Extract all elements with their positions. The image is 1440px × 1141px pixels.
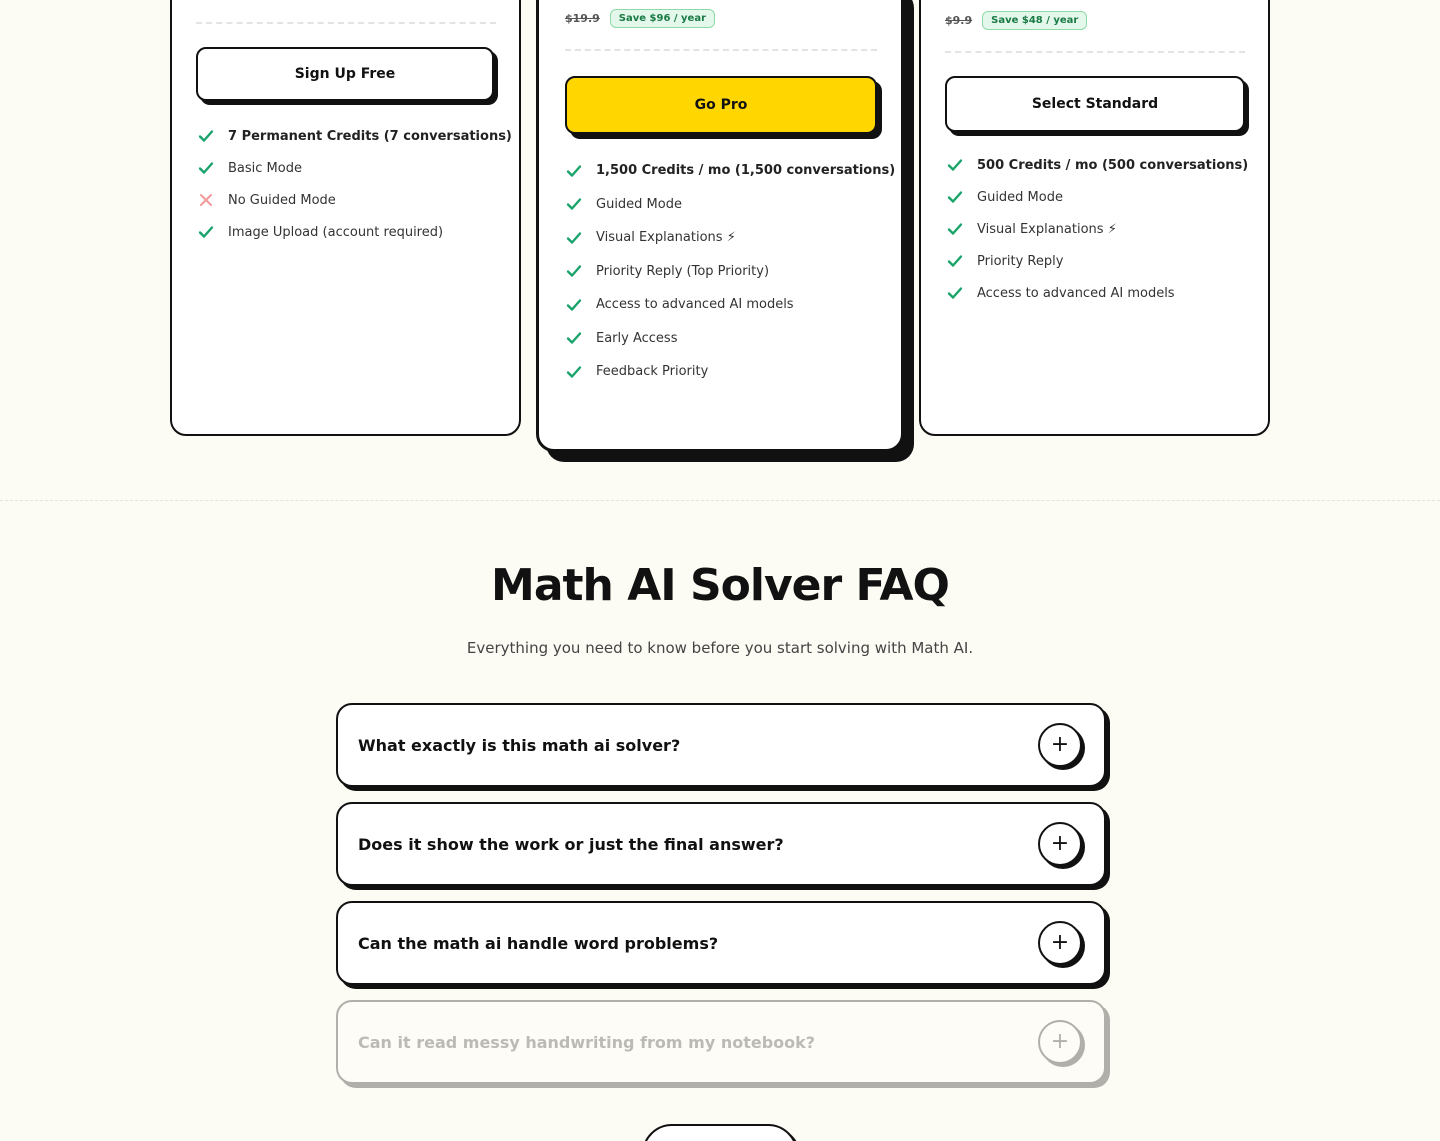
feature-item xyxy=(566,322,895,356)
feature-text: Visual Explanations ⚡ xyxy=(596,230,736,246)
feature-text: Image Upload (account required) xyxy=(228,224,444,240)
faq-item[interactable] xyxy=(336,703,1106,787)
check-icon xyxy=(566,263,582,279)
pro-feature-list xyxy=(566,154,895,389)
feature-item xyxy=(198,216,512,248)
feature-text: Guided Mode xyxy=(977,189,1063,205)
divider xyxy=(945,51,1245,53)
free-plan-card xyxy=(170,0,521,436)
feature-item xyxy=(566,154,895,188)
feature-item xyxy=(566,188,895,222)
faq-item[interactable] xyxy=(336,901,1106,985)
check-icon xyxy=(947,253,963,269)
feature-item xyxy=(947,245,1248,277)
old-price: $9.9 xyxy=(945,14,973,27)
feature-text: No Guided Mode xyxy=(228,192,336,208)
feature-item xyxy=(947,181,1248,213)
feature-text: 7 Permanent Credits (7 conversations) xyxy=(228,128,512,144)
go-pro-button[interactable]: Go Pro xyxy=(565,76,877,134)
divider xyxy=(196,22,496,24)
check-icon xyxy=(566,163,582,179)
show-more-button[interactable] xyxy=(642,1124,798,1141)
check-icon xyxy=(947,189,963,205)
free-feature-list xyxy=(198,120,512,248)
old-price: $19.9 xyxy=(565,12,600,25)
save-badge: Save $48 / year xyxy=(982,11,1087,30)
faq-question: What exactly is this math ai solver? xyxy=(358,735,681,755)
check-icon xyxy=(566,364,582,380)
feature-item xyxy=(566,355,895,389)
plus-icon[interactable]: + xyxy=(1038,822,1082,866)
x-icon xyxy=(198,192,214,208)
check-icon xyxy=(198,224,214,240)
feature-text: Guided Mode xyxy=(596,196,682,212)
check-icon xyxy=(947,221,963,237)
select-standard-button[interactable]: Select Standard xyxy=(945,76,1245,132)
plus-icon[interactable]: + xyxy=(1038,723,1082,767)
faq-question: Can the math ai handle word problems? xyxy=(358,933,719,953)
feature-text: Feedback Priority xyxy=(596,364,709,380)
sign-up-free-button[interactable]: Sign Up Free xyxy=(196,47,494,101)
feature-item xyxy=(566,288,895,322)
faq-title: Math AI Solver FAQ xyxy=(491,560,949,611)
check-icon xyxy=(566,297,582,313)
feature-item xyxy=(198,184,512,216)
feature-text: Access to advanced AI models xyxy=(977,285,1175,301)
feature-item xyxy=(947,213,1248,245)
faq-question: Does it show the work or just the final answer? xyxy=(358,834,784,854)
check-icon xyxy=(947,285,963,301)
plus-icon[interactable]: + xyxy=(1038,921,1082,965)
feature-text: 500 Credits / mo (500 conversations) xyxy=(977,157,1249,173)
faq-item[interactable] xyxy=(336,1000,1106,1084)
faq-subtitle: Everything you need to know before you start solving with Math AI. xyxy=(466,639,974,657)
feature-text: Basic Mode xyxy=(228,160,302,176)
feature-text: Visual Explanations ⚡ xyxy=(977,221,1117,237)
pro-plan-card xyxy=(536,0,904,452)
standard-feature-list xyxy=(947,149,1248,309)
feature-item xyxy=(566,221,895,255)
faq-question: Can it read messy handwriting from my notebook? xyxy=(358,1032,816,1052)
check-icon xyxy=(566,330,582,346)
check-icon xyxy=(198,160,214,176)
feature-item xyxy=(947,149,1248,181)
feature-text: Access to advanced AI models xyxy=(596,297,794,313)
divider xyxy=(565,49,877,51)
check-icon xyxy=(198,128,214,144)
check-icon xyxy=(566,196,582,212)
feature-item xyxy=(198,152,512,184)
faq-item[interactable] xyxy=(336,802,1106,886)
plus-icon[interactable]: + xyxy=(1038,1020,1082,1064)
check-icon xyxy=(947,157,963,173)
standard-plan-card xyxy=(919,0,1270,436)
feature-item xyxy=(566,255,895,289)
pro-price-row xyxy=(565,9,715,28)
feature-item xyxy=(947,277,1248,309)
feature-text: Priority Reply xyxy=(977,253,1064,269)
feature-text: 1,500 Credits / mo (1,500 conversations) xyxy=(596,163,896,179)
save-badge: Save $96 / year xyxy=(610,9,715,28)
feature-text: Early Access xyxy=(596,330,678,346)
check-icon xyxy=(566,230,582,246)
feature-text: Priority Reply (Top Priority) xyxy=(596,263,770,279)
section-divider xyxy=(0,500,1440,501)
feature-item xyxy=(198,120,512,152)
standard-price-row xyxy=(945,11,1087,30)
